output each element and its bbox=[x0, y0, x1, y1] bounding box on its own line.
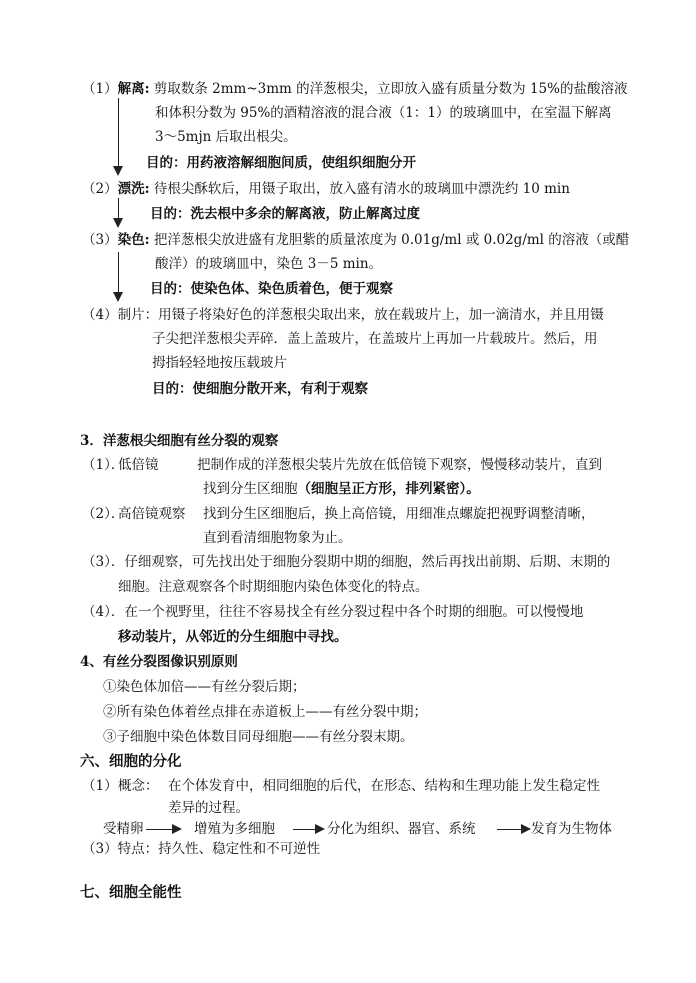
s4-rule2: ②所有染色体着丝点排在赤道板上——有丝分裂中期； bbox=[103, 704, 427, 720]
s6-concept-line1: 在个体发育中，相同细胞的后代，在形态、结构和生理功能上发生稳定性 bbox=[168, 778, 600, 794]
s3-item4-line1: （4）．在一个视野里，往往不容易找全有丝分裂过程中各个时期的细胞。可以慢慢地 bbox=[82, 604, 584, 620]
right-arrow-icon bbox=[293, 829, 323, 830]
step3-purpose: 目的：使染色体、染色质着色，便于观察 bbox=[150, 281, 393, 297]
flow-step-zygote: 受精卵 bbox=[103, 821, 144, 837]
step1-line3: 3～5mjn 后取出根尖。 bbox=[155, 129, 297, 145]
step2-line1: （2）漂洗: 待根尖酥软后，用镊子取出，放入盛有清水的玻璃皿中漂洗约 10 min bbox=[82, 181, 570, 197]
step3-line1: （3）染色: 把洋葱根尖放进盛有龙胆紫的质量浓度为 0.01g/ml 或 0.02g/ml 的溶液（或醋 bbox=[82, 232, 630, 248]
step1-line2: 和体积分数为 95%的酒精溶液的混合液（1：1）的玻璃皿中，在室温下解离 bbox=[155, 105, 612, 121]
s3-item1-line1: 把制作成的洋葱根尖装片先放在低倍镜下观察，慢慢移动装片，直到 bbox=[197, 457, 602, 473]
step1-line1: （1）解离: 剪取数条 2mm~3mm 的洋葱根尖，立即放入盛有质量分数为 15%的盐酸溶液 bbox=[82, 81, 628, 97]
step4-line3: 拇指轻轻地按压载玻片 bbox=[152, 355, 287, 371]
flow-step-proliferate: 增殖为多细胞 bbox=[194, 821, 275, 837]
flow-step-develop: 发育为生物体 bbox=[531, 821, 612, 837]
s3-item2-num: （2）． bbox=[82, 506, 125, 522]
s3-item3-line1: （3）．仔细观察，可先找出处于细胞分裂期中期的细胞，然后再找出前期、后期、末期的 bbox=[82, 554, 611, 570]
s3-item1-line2: 找到分生区细胞（细胞呈正方形，排列紧密）。 bbox=[203, 481, 480, 497]
s4-rule3: ③子细胞中染色体数目同母细胞——有丝分裂末期。 bbox=[103, 729, 414, 745]
step4-label: 制片： bbox=[117, 307, 159, 323]
s6-concept-line2: 差异的过程。 bbox=[168, 800, 249, 816]
down-arrow-icon bbox=[118, 252, 119, 300]
step4-purpose: 目的：使细胞分散开来，有利于观察 bbox=[152, 381, 368, 397]
s3-item4-line2: 移动装片，从邻近的分生细胞中寻找。 bbox=[118, 629, 348, 645]
section3-title: 3．洋葱根尖细胞有丝分裂的观察 bbox=[80, 433, 279, 449]
s3-item2-line2: 直到看清细胞物象为止。 bbox=[203, 530, 352, 546]
s6-concept-label: 概念： bbox=[118, 778, 159, 794]
right-arrow-icon bbox=[497, 829, 529, 830]
s6-feature: （3）特点：持久性、稳定性和不可逆性 bbox=[82, 841, 321, 857]
section4-title: 4、有丝分裂图像识别原则 bbox=[80, 654, 238, 670]
s3-item2-label: 高倍镜观察 bbox=[118, 506, 186, 522]
s4-rule1: ①染色体加倍——有丝分裂后期； bbox=[103, 679, 306, 695]
step1-label: 解离: bbox=[117, 81, 150, 97]
step4-line2: 子尖把洋葱根尖弄碎．盖上盖玻片，在盖玻片上再加一片载玻片。然后，用 bbox=[152, 331, 598, 347]
section6-title: 六、细胞的分化 bbox=[80, 753, 182, 770]
s3-item3-line2: 细胞。注意观察各个时期细胞内染色体变化的特点。 bbox=[118, 579, 429, 595]
s3-item1-num: （1）． bbox=[82, 457, 125, 473]
down-arrow-icon bbox=[118, 198, 119, 226]
step2-label: 漂洗: bbox=[117, 181, 150, 197]
down-arrow-icon bbox=[118, 98, 119, 174]
step2-purpose: 目的：洗去根中多余的解离液，防止解离过度 bbox=[150, 206, 420, 222]
step4-line1: （4）制片：用镊子将染好色的洋葱根尖取出来，放在载玻片上，加一滴清水，并且用镊 bbox=[82, 307, 604, 323]
step3-line2: 酸洋）的玻璃皿中，染色 3－5 min。 bbox=[155, 256, 383, 272]
s3-item1-label: 低倍镜 bbox=[118, 457, 159, 473]
section7-title: 七、细胞全能性 bbox=[80, 884, 182, 901]
step3-label: 染色: bbox=[117, 232, 150, 248]
right-arrow-icon bbox=[146, 829, 180, 830]
s6-concept-num: （1） bbox=[82, 778, 118, 794]
step1-purpose: 目的：用药液溶解细胞间质，使组织细胞分开 bbox=[146, 155, 416, 171]
flow-step-differentiate: 分化为组织、器官、系统 bbox=[327, 821, 476, 837]
s3-item2-line1: 找到分生区细胞后，换上高倍镜，用细准点螺旋把视野调整清晰， bbox=[203, 506, 595, 522]
